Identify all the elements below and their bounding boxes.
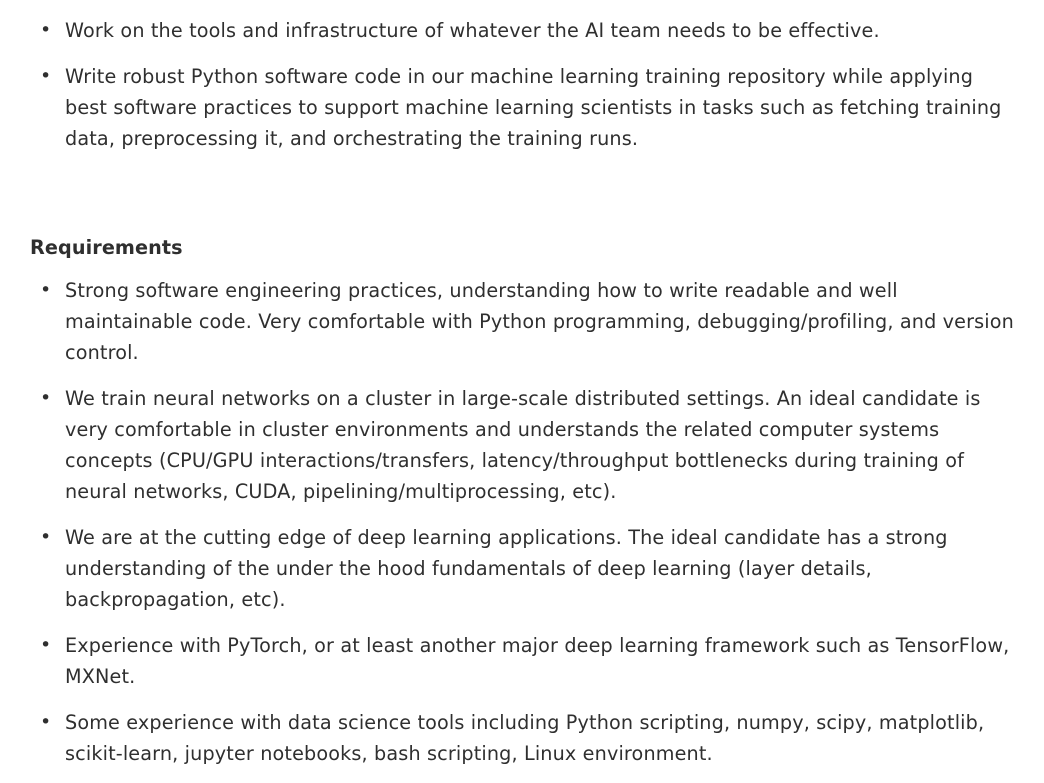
list-item-text: Strong software engineering practices, understanding how to write readable and well maintainable code. Very comfortable with Python programming, debugging/profiling, and version control. bbox=[65, 279, 1014, 364]
bullet-icon: • bbox=[40, 279, 52, 301]
list-item bbox=[30, 15, 1020, 46]
bullet-icon: • bbox=[40, 634, 52, 656]
list-item bbox=[30, 61, 1020, 154]
list-item bbox=[30, 630, 1020, 692]
list-item bbox=[30, 383, 1020, 507]
responsibilities-list bbox=[30, 15, 1020, 154]
list-item-text: Some experience with data science tools including Python scripting, numpy, scipy, matplotlib, scikit-learn, jupyter notebooks, bash scripting, Linux environment. bbox=[65, 711, 985, 765]
list-item bbox=[30, 707, 1020, 769]
list-item-text: Experience with PyTorch, or at least another major deep learning framework such as TensorFlow, MXNet. bbox=[65, 634, 1010, 688]
requirements-heading: Requirements bbox=[30, 236, 183, 259]
list-item-text: Work on the tools and infrastructure of whatever the AI team needs to be effective. bbox=[65, 19, 880, 42]
bullet-icon: • bbox=[40, 65, 52, 87]
requirements-list bbox=[30, 275, 1020, 769]
list-item bbox=[30, 275, 1020, 368]
bullet-icon: • bbox=[40, 526, 52, 548]
bullet-icon: • bbox=[40, 711, 52, 733]
list-item-text: We are at the cutting edge of deep learning applications. The ideal candidate has a strong understanding of the under the hood fundamentals of deep learning (layer details, backpropagation, etc). bbox=[65, 526, 948, 611]
list-item-text: We train neural networks on a cluster in large-scale distributed settings. An ideal candidate is very comfortable in cluster environments and understands the related computer systems concepts (CPU/GPU interactions/transfers, latency/throughput bottlenecks during training of neural networks, CUDA, pipelining/multiprocessing, etc). bbox=[65, 387, 981, 503]
list-item bbox=[30, 522, 1020, 615]
list-item-text: Write robust Python software code in our machine learning training repository while applying best software practices to support machine learning scientists in tasks such as fetching training data, preprocessing it, and orchestrating the training runs. bbox=[65, 65, 1002, 150]
bullet-icon: • bbox=[40, 19, 52, 41]
bullet-icon: • bbox=[40, 387, 52, 409]
